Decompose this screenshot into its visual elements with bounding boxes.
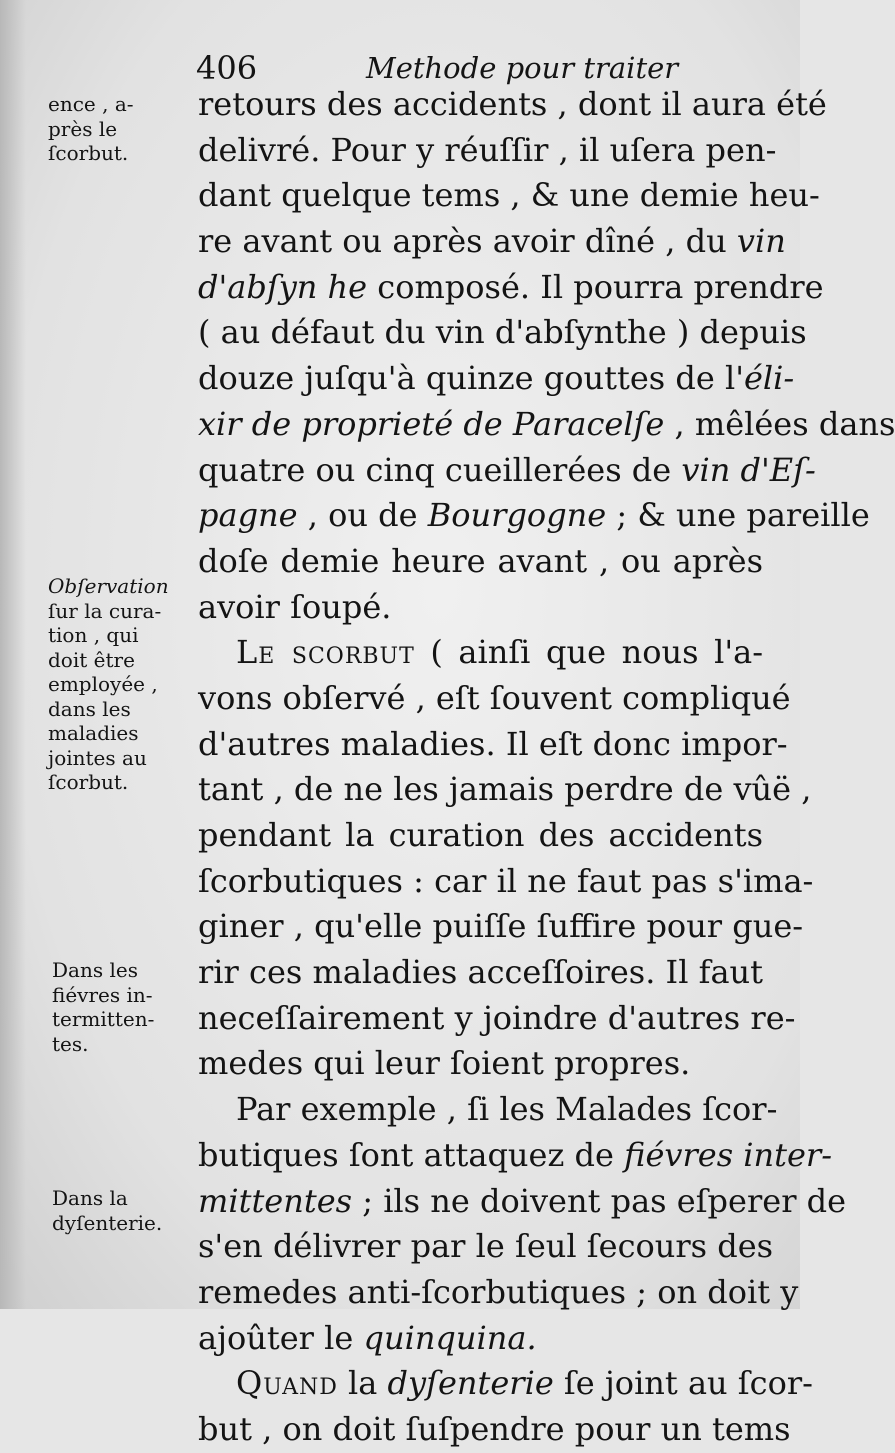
- italic-run: quinquina.: [363, 1318, 537, 1357]
- text-line: [198, 448, 816, 494]
- italic-run: vin: [736, 222, 786, 261]
- text-run: , mêlées dans: [664, 404, 895, 443]
- text-line: [198, 767, 812, 813]
- margin-note-line: tion , qui: [48, 623, 139, 647]
- margin-note-observation: [48, 574, 188, 795]
- italic-run: éli-: [743, 359, 795, 398]
- text-run: s'en délivrer par le ſeul ſecours des: [198, 1227, 774, 1266]
- text-run: medes qui leur ſoient propres.: [198, 1044, 691, 1083]
- italic-run: vin d'Eſ-: [681, 450, 816, 489]
- margin-note-fievres: [52, 958, 192, 1056]
- small-caps-run: Le scorbut: [236, 633, 415, 672]
- text-line: [198, 950, 763, 996]
- text-run: composé. Il pourra prendre: [367, 267, 824, 306]
- text-line: [198, 493, 870, 539]
- text-run: neceſſairement y joindre d'autres re-: [198, 998, 796, 1037]
- text-line: [198, 722, 788, 768]
- text-line: [198, 173, 820, 219]
- text-line: [198, 128, 777, 174]
- text-run: tant , de ne les jamais perdre de vûë ,: [198, 770, 812, 809]
- page-number: 406: [196, 49, 258, 87]
- text-line: [198, 1270, 799, 1316]
- text-line: [198, 904, 804, 950]
- running-title: Methode pour traiter: [366, 51, 679, 85]
- margin-note-line: fiévres in-: [52, 982, 153, 1007]
- italic-run: xir de proprieté de Paracelſe: [198, 404, 665, 443]
- italic-run: mittentes: [198, 1181, 353, 1220]
- text-run: retours des accidents , dont il aura été: [198, 85, 827, 123]
- margin-note-dysenterie: [52, 1186, 192, 1235]
- text-line: [198, 996, 796, 1042]
- text-run: delivré. Pour y réuſſir , il uſera pen-: [198, 130, 777, 169]
- margin-note-line: dyſenterie.: [52, 1210, 163, 1235]
- margin-note-line: ſur la cura-: [48, 598, 162, 623]
- margin-note-line: Dans la: [52, 1186, 128, 1210]
- italic-run: d'abſyn he: [198, 267, 368, 306]
- text-line: [198, 219, 786, 265]
- text-line: [198, 1316, 763, 1362]
- text-line: [198, 1361, 813, 1407]
- text-run: avoir ſoupé.: [198, 587, 392, 626]
- text-run: pendant la curation des accidents: [198, 816, 763, 854]
- margin-note-line: termitten-: [52, 1007, 155, 1031]
- text-run: ( ainſi que nous l'a-: [414, 633, 764, 672]
- text-run: giner , qu'elle puiſſe ſuffire pour gue-: [198, 907, 804, 946]
- text-line: [198, 813, 763, 859]
- text-line: [198, 676, 791, 722]
- text-run: quatre ou cinq cueillerées de: [198, 450, 682, 489]
- body-text: [198, 82, 895, 1453]
- text-run: ( au défaut du vin d'abſynthe ) depuis: [198, 313, 807, 352]
- text-line: [198, 539, 763, 585]
- text-line: [198, 82, 827, 128]
- text-line: [198, 1133, 833, 1179]
- text-line: [198, 1224, 774, 1270]
- text-run: , ou de: [297, 496, 428, 535]
- margin-note-line: dans les: [48, 696, 131, 721]
- text-line: [198, 630, 763, 676]
- margin-note-line: ſcorbut.: [48, 141, 129, 165]
- text-run: butiques ſont attaquez de: [198, 1135, 625, 1174]
- text-line: [198, 310, 807, 356]
- text-run: d'autres maladies. Il eſt donc impor-: [198, 724, 788, 763]
- margin-note-line: employée ,: [48, 672, 158, 696]
- text-run: remedes anti-ſcorbutiques ; on doit y: [198, 1272, 799, 1311]
- text-run: ſcorbutiques : car il ne faut pas s'ima-: [198, 861, 814, 900]
- text-run: ſe joint au ſcor-: [553, 1364, 813, 1403]
- margin-note-line: doit être: [48, 647, 135, 672]
- text-line: [198, 356, 795, 402]
- margin-note-line: Obſervation: [48, 574, 169, 598]
- margin-note-line: jointes au: [48, 745, 147, 770]
- italic-run: fiévres inter-: [624, 1135, 833, 1174]
- margin-note-line: ſcorbut.: [48, 770, 129, 794]
- text-line: [198, 1407, 791, 1453]
- text-run: ajoûter le: [198, 1318, 364, 1357]
- text-line: [198, 585, 763, 631]
- text-run: vons obſervé , eſt ſouvent compliqué: [198, 678, 791, 717]
- text-run: Par exemple , ſi les Malades ſcor-: [236, 1090, 778, 1129]
- text-line: [198, 859, 814, 905]
- text-run: douze juſqu'à quinze gouttes de l': [198, 359, 744, 398]
- italic-run: dyſenterie: [387, 1364, 554, 1403]
- text-run: but , on doit ſuſpendre pour un tems: [198, 1409, 791, 1448]
- margin-note-scorbut: [48, 92, 188, 166]
- text-run: la: [337, 1364, 388, 1403]
- text-run: doſe demie heure avant , ou après: [198, 541, 763, 580]
- margin-note-line: maladies: [48, 721, 139, 745]
- italic-run: Bourgogne: [427, 496, 607, 535]
- margin-note-line: tes.: [52, 1031, 89, 1056]
- page-gutter-shadow: [0, 0, 26, 1309]
- margin-note-line: près le: [48, 116, 118, 141]
- text-run: re avant ou après avoir dîné , du: [198, 222, 737, 261]
- text-run: dant quelque tems , & une demie heu-: [198, 176, 820, 215]
- margin-note-line: Dans les: [52, 958, 138, 982]
- text-line: [198, 1179, 847, 1225]
- text-line: [198, 265, 824, 311]
- text-run: rir ces maladies acceſſoires. Il faut: [198, 953, 763, 992]
- small-caps-run: Quand: [236, 1364, 338, 1403]
- margin-note-line: ence , a-: [48, 92, 134, 116]
- text-line: [198, 402, 895, 448]
- text-run: ; & une pareille: [606, 496, 870, 535]
- text-line: [198, 1087, 778, 1133]
- text-run: ; ils ne doivent pas eſperer de: [352, 1181, 847, 1220]
- text-line: [198, 1041, 763, 1087]
- italic-run: pagne: [198, 496, 298, 535]
